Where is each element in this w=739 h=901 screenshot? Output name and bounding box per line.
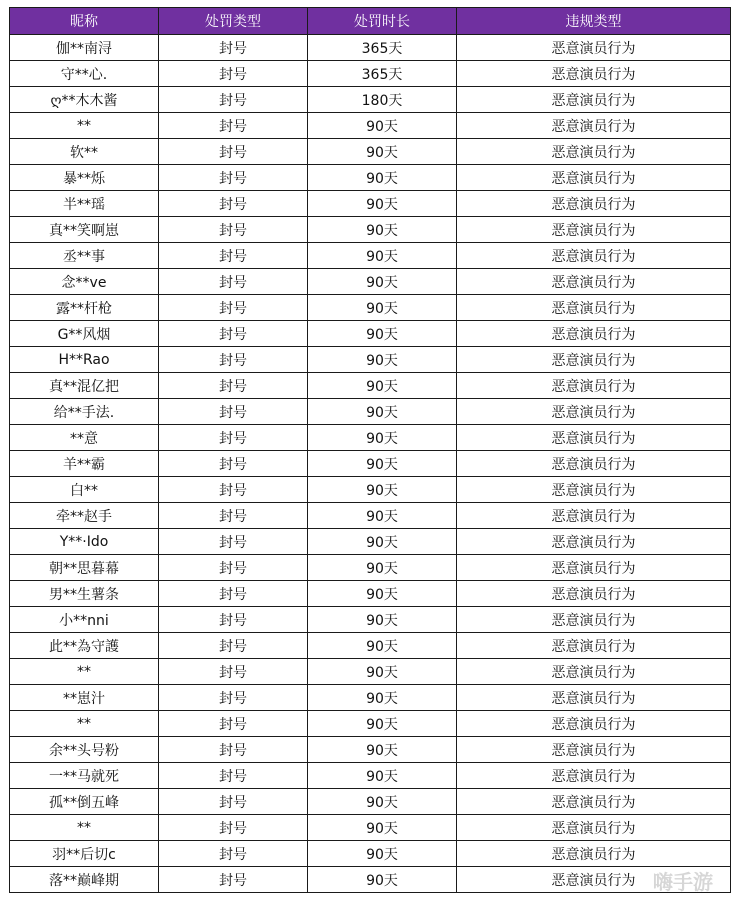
cell-penalty-type: 封号 bbox=[159, 685, 308, 711]
cell-nickname: 白** bbox=[10, 477, 159, 503]
cell-violation-type: 恶意演员行为 bbox=[457, 269, 731, 295]
cell-penalty-type: 封号 bbox=[159, 867, 308, 893]
cell-violation-type: 恶意演员行为 bbox=[457, 295, 731, 321]
cell-penalty-duration: 90天 bbox=[308, 503, 457, 529]
table-row bbox=[10, 503, 731, 529]
cell-penalty-duration: 90天 bbox=[308, 763, 457, 789]
cell-nickname: 朝**思暮幕 bbox=[10, 555, 159, 581]
cell-penalty-type: 封号 bbox=[159, 503, 308, 529]
header-penalty-type: 处罚类型 bbox=[159, 8, 308, 35]
cell-penalty-duration: 90天 bbox=[308, 139, 457, 165]
cell-nickname: 此**為守護 bbox=[10, 633, 159, 659]
cell-penalty-type: 封号 bbox=[159, 217, 308, 243]
cell-violation-type: 恶意演员行为 bbox=[457, 191, 731, 217]
cell-penalty-duration: 90天 bbox=[308, 555, 457, 581]
cell-penalty-type: 封号 bbox=[159, 841, 308, 867]
cell-violation-type: 恶意演员行为 bbox=[457, 737, 731, 763]
cell-penalty-type: 封号 bbox=[159, 61, 308, 87]
cell-violation-type: 恶意演员行为 bbox=[457, 659, 731, 685]
cell-nickname: 露**杆枪 bbox=[10, 295, 159, 321]
table-row bbox=[10, 425, 731, 451]
cell-penalty-type: 封号 bbox=[159, 659, 308, 685]
cell-penalty-type: 封号 bbox=[159, 477, 308, 503]
cell-penalty-type: 封号 bbox=[159, 581, 308, 607]
cell-penalty-duration: 90天 bbox=[308, 477, 457, 503]
cell-penalty-duration: 365天 bbox=[308, 35, 457, 61]
table-row bbox=[10, 711, 731, 737]
cell-penalty-duration: 90天 bbox=[308, 113, 457, 139]
cell-nickname: H**Rao bbox=[10, 347, 159, 373]
penalty-table bbox=[9, 7, 731, 893]
cell-violation-type: 恶意演员行为 bbox=[457, 633, 731, 659]
cell-penalty-duration: 90天 bbox=[308, 841, 457, 867]
table-row bbox=[10, 113, 731, 139]
cell-penalty-duration: 90天 bbox=[308, 373, 457, 399]
cell-penalty-duration: 365天 bbox=[308, 61, 457, 87]
cell-violation-type: 恶意演员行为 bbox=[457, 789, 731, 815]
table-row bbox=[10, 477, 731, 503]
cell-nickname: 男**生薯条 bbox=[10, 581, 159, 607]
table-row bbox=[10, 347, 731, 373]
cell-penalty-type: 封号 bbox=[159, 737, 308, 763]
cell-violation-type: 恶意演员行为 bbox=[457, 529, 731, 555]
cell-penalty-duration: 90天 bbox=[308, 789, 457, 815]
cell-nickname: 给**手法. bbox=[10, 399, 159, 425]
table-row bbox=[10, 529, 731, 555]
table-row bbox=[10, 763, 731, 789]
table-row bbox=[10, 685, 731, 711]
cell-penalty-type: 封号 bbox=[159, 243, 308, 269]
cell-nickname: 落**巅峰期 bbox=[10, 867, 159, 893]
header-violation-type: 违规类型 bbox=[457, 8, 731, 35]
table-row bbox=[10, 737, 731, 763]
cell-penalty-duration: 90天 bbox=[308, 295, 457, 321]
cell-penalty-type: 封号 bbox=[159, 399, 308, 425]
cell-nickname: 余**头号粉 bbox=[10, 737, 159, 763]
cell-penalty-duration: 90天 bbox=[308, 321, 457, 347]
cell-nickname: ** bbox=[10, 711, 159, 737]
cell-nickname: ** bbox=[10, 815, 159, 841]
table-row bbox=[10, 269, 731, 295]
cell-violation-type: 恶意演员行为 bbox=[457, 555, 731, 581]
table-body bbox=[10, 35, 731, 893]
cell-violation-type: 恶意演员行为 bbox=[457, 503, 731, 529]
cell-violation-type: 恶意演员行为 bbox=[457, 61, 731, 87]
cell-nickname: 念**ve bbox=[10, 269, 159, 295]
cell-violation-type: 恶意演员行为 bbox=[457, 451, 731, 477]
cell-penalty-type: 封号 bbox=[159, 191, 308, 217]
cell-penalty-type: 封号 bbox=[159, 607, 308, 633]
cell-penalty-duration: 90天 bbox=[308, 269, 457, 295]
cell-penalty-type: 封号 bbox=[159, 321, 308, 347]
cell-penalty-type: 封号 bbox=[159, 165, 308, 191]
cell-violation-type: 恶意演员行为 bbox=[457, 477, 731, 503]
table-row bbox=[10, 295, 731, 321]
cell-nickname: 软** bbox=[10, 139, 159, 165]
cell-nickname: 半**瑶 bbox=[10, 191, 159, 217]
cell-penalty-duration: 90天 bbox=[308, 867, 457, 893]
cell-penalty-duration: 90天 bbox=[308, 425, 457, 451]
cell-violation-type: 恶意演员行为 bbox=[457, 243, 731, 269]
table-row bbox=[10, 633, 731, 659]
cell-penalty-duration: 90天 bbox=[308, 165, 457, 191]
cell-penalty-duration: 90天 bbox=[308, 347, 457, 373]
table-row bbox=[10, 581, 731, 607]
table-row bbox=[10, 35, 731, 61]
cell-penalty-duration: 90天 bbox=[308, 737, 457, 763]
cell-nickname: 羽**后切c bbox=[10, 841, 159, 867]
table-row bbox=[10, 191, 731, 217]
cell-nickname: 羊**霸 bbox=[10, 451, 159, 477]
table-row bbox=[10, 373, 731, 399]
cell-penalty-duration: 90天 bbox=[308, 399, 457, 425]
table-row bbox=[10, 815, 731, 841]
cell-nickname: ** bbox=[10, 659, 159, 685]
cell-violation-type: 恶意演员行为 bbox=[457, 399, 731, 425]
header-nickname: 昵称 bbox=[10, 8, 159, 35]
table-row bbox=[10, 61, 731, 87]
cell-penalty-type: 封号 bbox=[159, 633, 308, 659]
cell-nickname: 暴**烁 bbox=[10, 165, 159, 191]
cell-penalty-type: 封号 bbox=[159, 269, 308, 295]
cell-nickname: **崽汁 bbox=[10, 685, 159, 711]
cell-violation-type: 恶意演员行为 bbox=[457, 217, 731, 243]
table-row bbox=[10, 243, 731, 269]
cell-penalty-type: 封号 bbox=[159, 425, 308, 451]
table-row bbox=[10, 139, 731, 165]
cell-penalty-duration: 90天 bbox=[308, 711, 457, 737]
cell-violation-type: 恶意演员行为 bbox=[457, 139, 731, 165]
cell-nickname: ** bbox=[10, 113, 159, 139]
cell-penalty-type: 封号 bbox=[159, 451, 308, 477]
cell-penalty-type: 封号 bbox=[159, 555, 308, 581]
cell-violation-type: 恶意演员行为 bbox=[457, 581, 731, 607]
cell-penalty-type: 封号 bbox=[159, 789, 308, 815]
cell-penalty-duration: 90天 bbox=[308, 243, 457, 269]
cell-penalty-type: 封号 bbox=[159, 139, 308, 165]
cell-violation-type: 恶意演员行为 bbox=[457, 373, 731, 399]
cell-nickname: 孤**倒五峰 bbox=[10, 789, 159, 815]
cell-penalty-duration: 90天 bbox=[308, 581, 457, 607]
table-row bbox=[10, 789, 731, 815]
cell-nickname: **意 bbox=[10, 425, 159, 451]
cell-nickname: Y**·Ido bbox=[10, 529, 159, 555]
watermark-logo: 嗨手游 bbox=[653, 869, 713, 894]
table-row bbox=[10, 217, 731, 243]
cell-nickname: 牵**赵手 bbox=[10, 503, 159, 529]
cell-penalty-type: 封号 bbox=[159, 373, 308, 399]
cell-violation-type: 恶意演员行为 bbox=[457, 113, 731, 139]
cell-penalty-duration: 90天 bbox=[308, 451, 457, 477]
cell-nickname: 丞**事 bbox=[10, 243, 159, 269]
table-row bbox=[10, 87, 731, 113]
cell-violation-type: 恶意演员行为 bbox=[457, 685, 731, 711]
cell-penalty-duration: 90天 bbox=[308, 217, 457, 243]
cell-nickname: 一**马就死 bbox=[10, 763, 159, 789]
cell-nickname: ღ**木木酱 bbox=[10, 87, 159, 113]
cell-violation-type: 恶意演员行为 bbox=[457, 425, 731, 451]
cell-violation-type: 恶意演员行为 bbox=[457, 87, 731, 113]
cell-penalty-duration: 90天 bbox=[308, 633, 457, 659]
cell-violation-type: 恶意演员行为 bbox=[457, 35, 731, 61]
table-row bbox=[10, 867, 731, 893]
cell-penalty-duration: 90天 bbox=[308, 659, 457, 685]
cell-violation-type: 恶意演员行为 bbox=[457, 321, 731, 347]
cell-penalty-duration: 90天 bbox=[308, 607, 457, 633]
cell-nickname: G**风烟 bbox=[10, 321, 159, 347]
cell-violation-type: 恶意演员行为 bbox=[457, 165, 731, 191]
cell-nickname: 伽**南浔 bbox=[10, 35, 159, 61]
table-row bbox=[10, 399, 731, 425]
cell-penalty-type: 封号 bbox=[159, 529, 308, 555]
table-row bbox=[10, 607, 731, 633]
cell-penalty-type: 封号 bbox=[159, 347, 308, 373]
cell-penalty-duration: 90天 bbox=[308, 685, 457, 711]
cell-nickname: 小**nni bbox=[10, 607, 159, 633]
cell-penalty-type: 封号 bbox=[159, 35, 308, 61]
cell-violation-type: 恶意演员行为 bbox=[457, 867, 731, 893]
cell-penalty-type: 封号 bbox=[159, 87, 308, 113]
cell-penalty-type: 封号 bbox=[159, 295, 308, 321]
cell-penalty-type: 封号 bbox=[159, 815, 308, 841]
cell-violation-type: 恶意演员行为 bbox=[457, 347, 731, 373]
table-header-row bbox=[10, 8, 731, 35]
cell-penalty-duration: 90天 bbox=[308, 529, 457, 555]
cell-violation-type: 恶意演员行为 bbox=[457, 607, 731, 633]
table-row bbox=[10, 321, 731, 347]
cell-penalty-type: 封号 bbox=[159, 113, 308, 139]
cell-violation-type: 恶意演员行为 bbox=[457, 841, 731, 867]
cell-nickname: 守**心. bbox=[10, 61, 159, 87]
cell-violation-type: 恶意演员行为 bbox=[457, 763, 731, 789]
table-row bbox=[10, 841, 731, 867]
table-row bbox=[10, 451, 731, 477]
cell-penalty-duration: 180天 bbox=[308, 87, 457, 113]
table-row bbox=[10, 165, 731, 191]
cell-penalty-type: 封号 bbox=[159, 711, 308, 737]
table-row bbox=[10, 555, 731, 581]
cell-nickname: 真**笑啊崽 bbox=[10, 217, 159, 243]
header-penalty-duration: 处罚时长 bbox=[308, 8, 457, 35]
cell-penalty-duration: 90天 bbox=[308, 191, 457, 217]
cell-penalty-type: 封号 bbox=[159, 763, 308, 789]
cell-violation-type: 恶意演员行为 bbox=[457, 711, 731, 737]
cell-violation-type: 恶意演员行为 bbox=[457, 815, 731, 841]
table-row bbox=[10, 659, 731, 685]
cell-penalty-duration: 90天 bbox=[308, 815, 457, 841]
cell-nickname: 真**混亿把 bbox=[10, 373, 159, 399]
